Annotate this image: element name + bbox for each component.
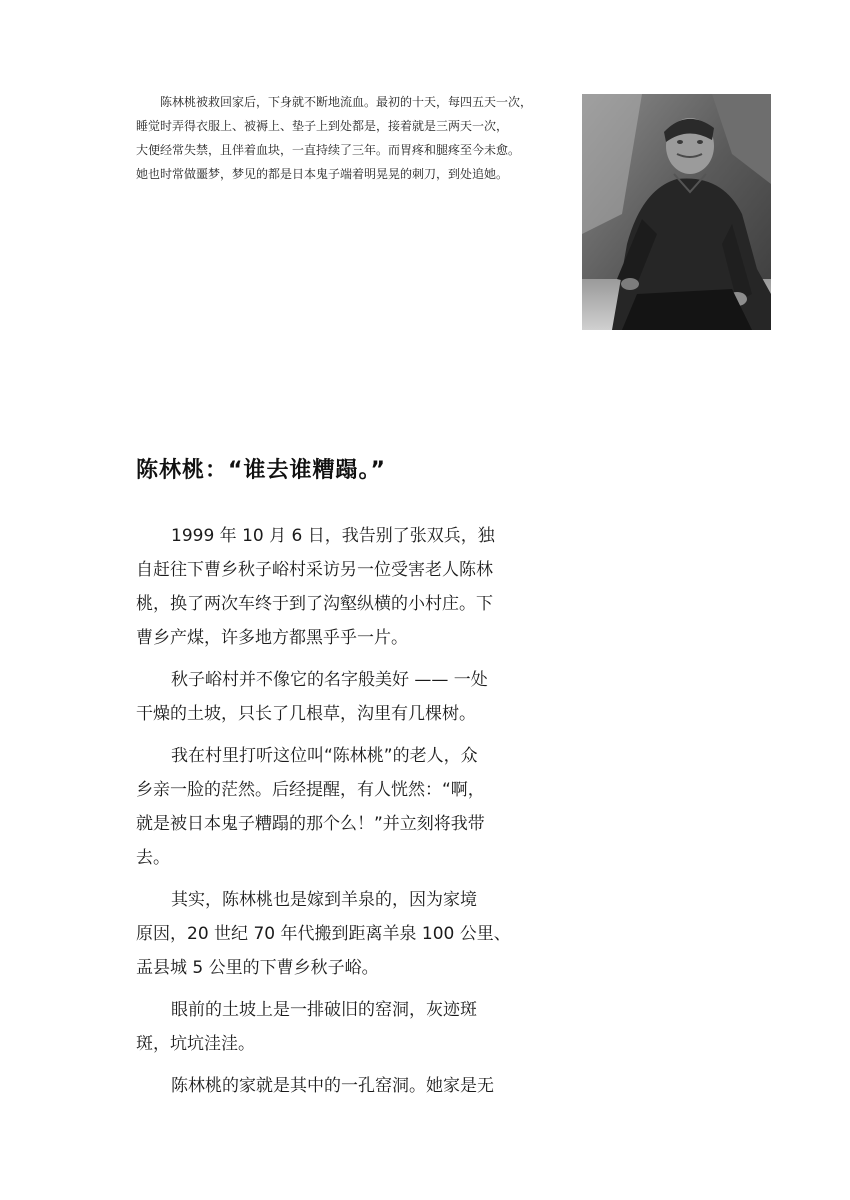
text-line: 就是被日本鬼子糟蹋的那个么！”并立刻将我带 — [136, 814, 485, 834]
text-line: 去。 — [136, 848, 170, 868]
paragraph — [136, 883, 531, 985]
text-line: 自赶往下曹乡秋子峪村采访另一位受害老人陈林 — [136, 560, 493, 580]
text-line: 其实，陈林桃也是嫁到羊泉的，因为家境 — [171, 890, 477, 910]
caption-line: 她也时常做噩梦，梦见的都是日本鬼子端着明晃晃的刺刀，到处追她。 — [136, 167, 509, 181]
paragraph — [136, 519, 531, 655]
caption-line: 陈林桃被救回家后，下身就不断地流血。最初的十天，每四五天一次， — [160, 95, 533, 109]
caption-line: 睡觉时弄得衣服上、被褥上、垫子上到处都是，接着就是三两天一次， — [136, 119, 509, 133]
text-line: 桃，换了两次车终于到了沟壑纵横的小村庄。下 — [136, 594, 493, 614]
portrait-photo-image — [582, 94, 771, 330]
paragraph — [136, 739, 531, 875]
photo-caption — [136, 90, 546, 186]
text-line: 干燥的土坡，只长了几根草，沟里有几棵树。 — [136, 704, 476, 724]
text-line: 盂县城 5 公里的下曹乡秋子峪。 — [136, 958, 379, 978]
paragraph — [136, 993, 531, 1061]
text-line: 陈林桃的家就是其中的一孔窑洞。她家是无 — [171, 1076, 494, 1096]
text-line: 1999 年 10 月 6 日，我告别了张双兵，独 — [171, 526, 495, 546]
text-line: 原因，20 世纪 70 年代搬到距离羊泉 100 公里、 — [136, 924, 511, 944]
paragraph — [136, 1069, 531, 1103]
article-body — [136, 519, 531, 1111]
caption-line: 大便经常失禁，且伴着血块，一直持续了三年。而胃疼和腿疼至今未愈。 — [136, 143, 521, 157]
paragraph — [136, 663, 531, 731]
text-line: 眼前的土坡上是一排破旧的窑洞，灰迹斑 — [171, 1000, 477, 1020]
section-heading: 陈林桃：“谁去谁糟蹋。” — [136, 458, 386, 483]
text-line: 斑，坑坑洼洼。 — [136, 1034, 255, 1054]
text-line: 曹乡产煤，许多地方都黑乎乎一片。 — [136, 628, 408, 648]
portrait-photo — [582, 94, 771, 330]
text-line: 乡亲一脸的茫然。后经提醒，有人恍然：“啊， — [136, 780, 485, 800]
text-line: 秋子峪村并不像它的名字般美好 —— 一处 — [171, 670, 488, 690]
text-line: 我在村里打听这位叫“陈林桃”的老人，众 — [171, 746, 478, 766]
